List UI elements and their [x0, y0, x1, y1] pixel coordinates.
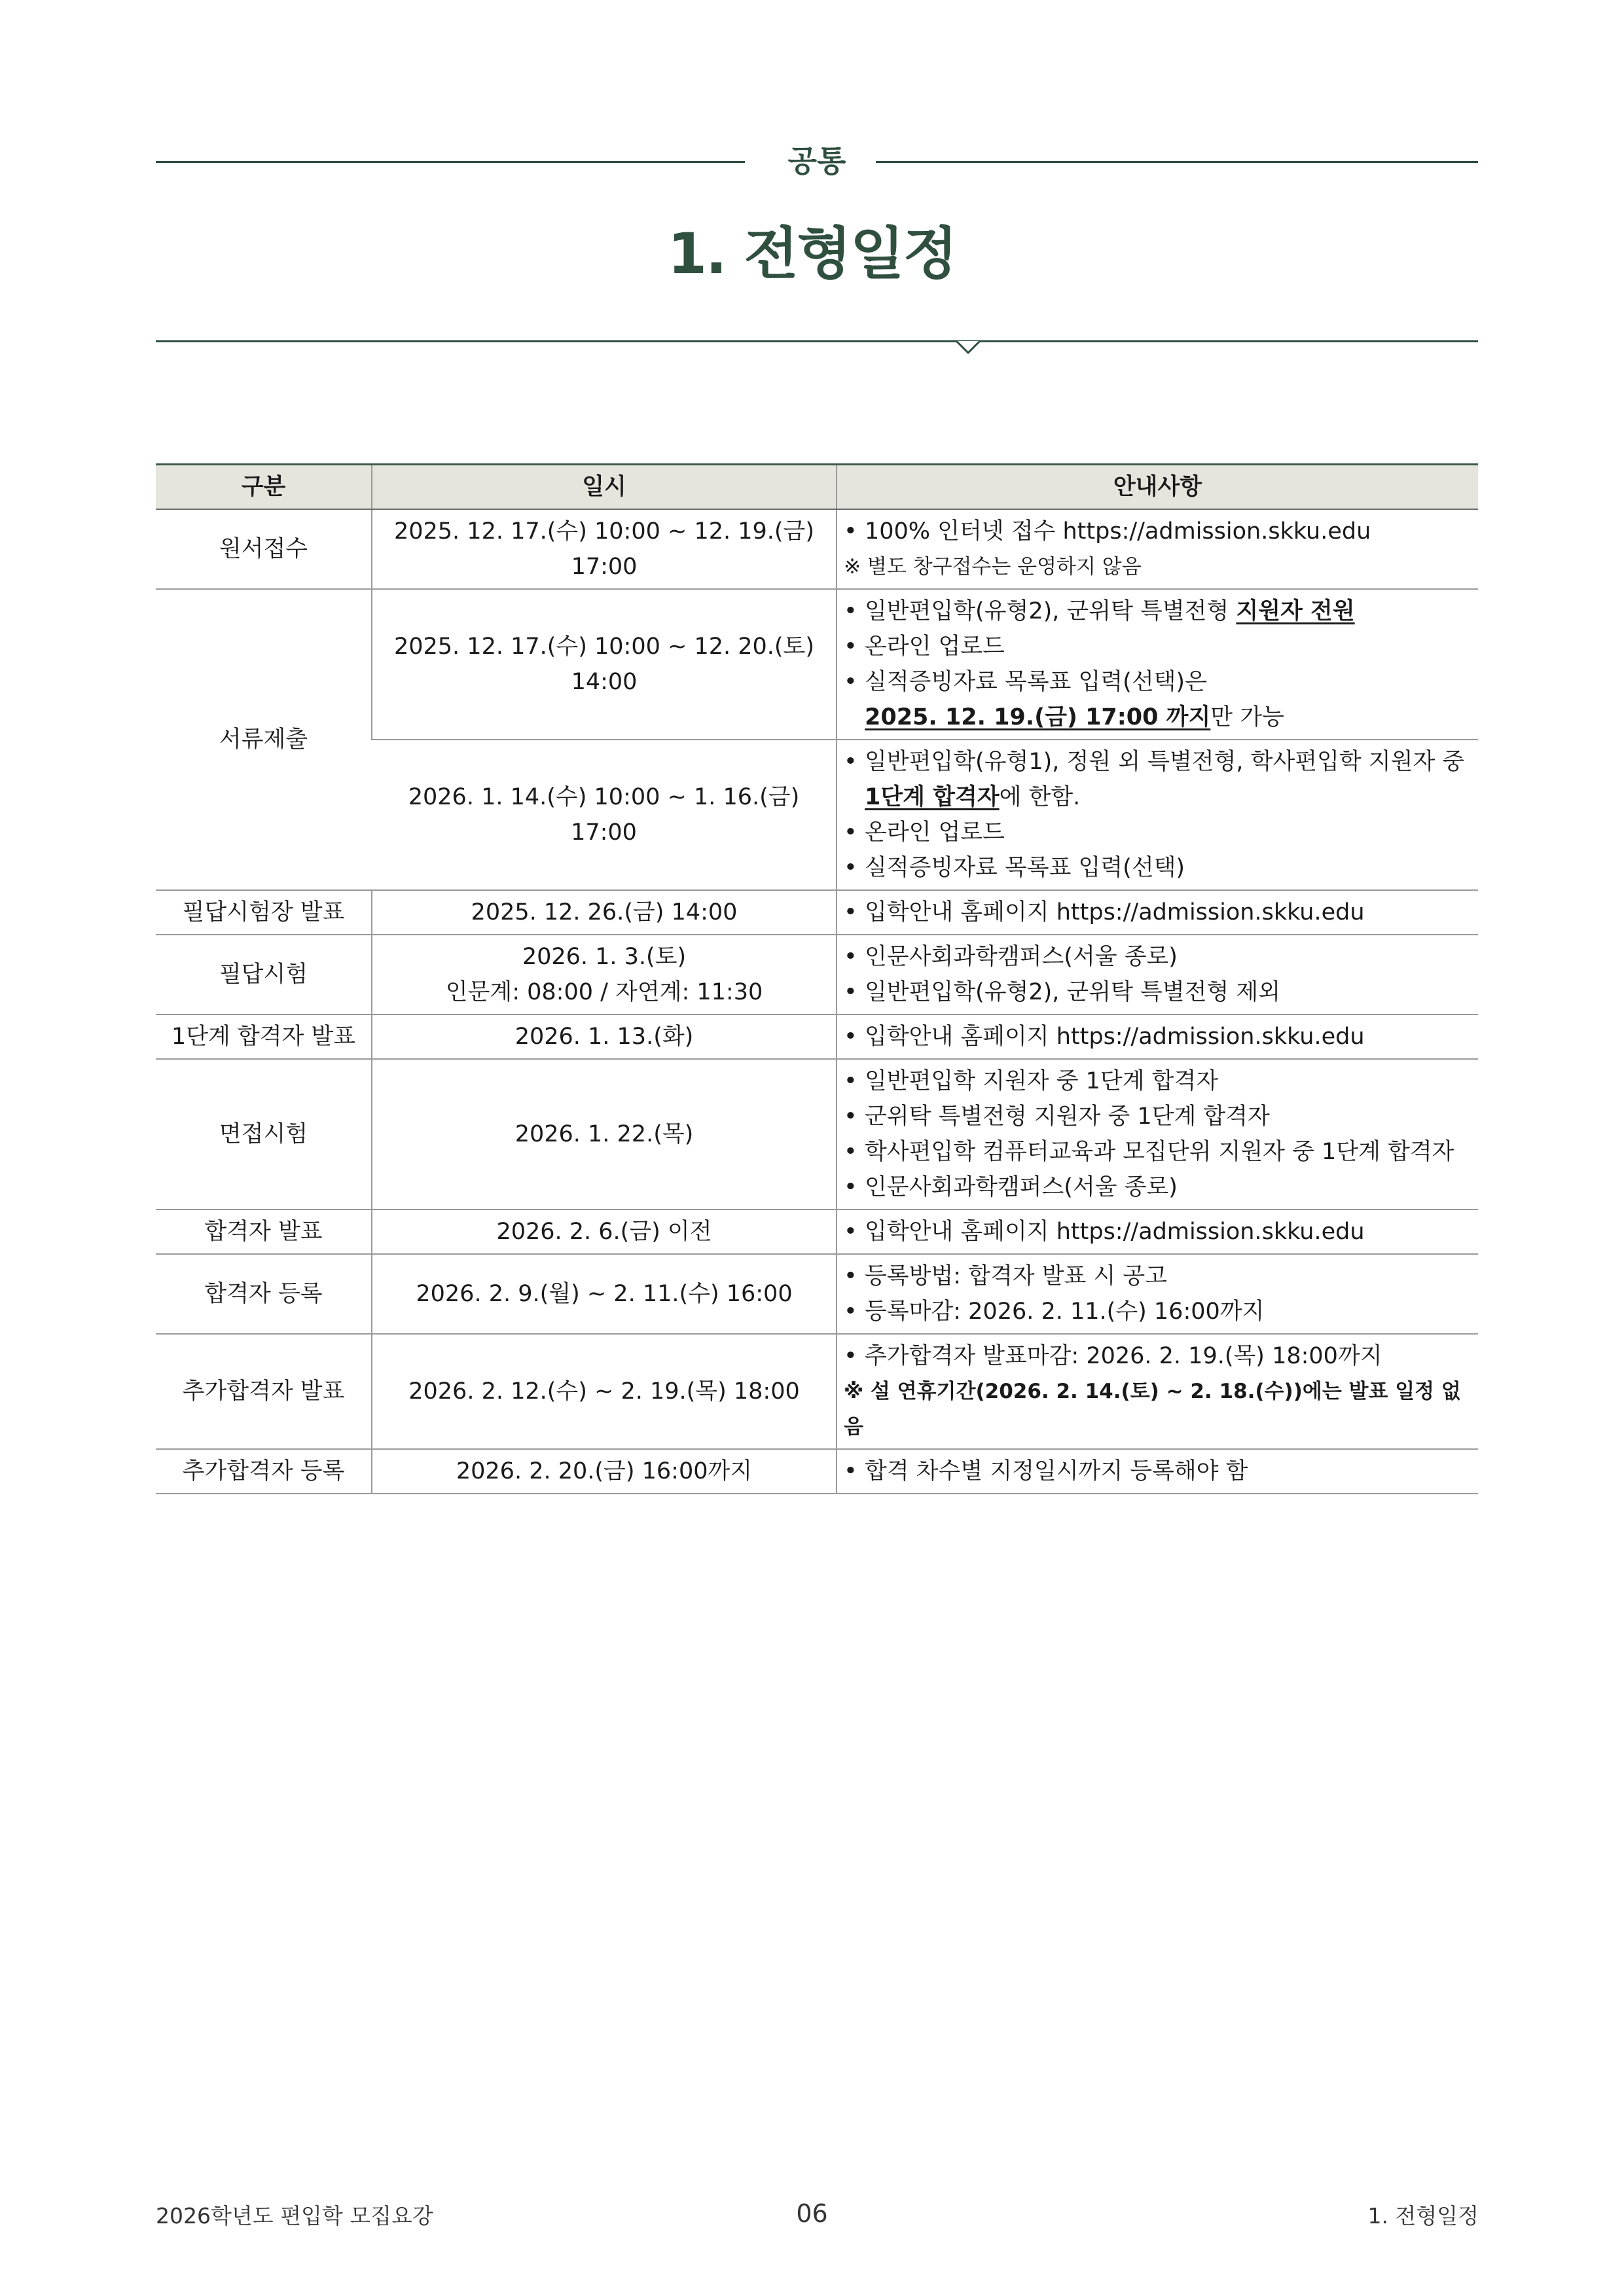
row-date: 2026. 2. 20.(금) 16:00까지	[372, 1449, 837, 1494]
note-line: • 100% 인터넷 접수 https://admission.skku.edu	[844, 514, 1471, 549]
row-date: 2026. 2. 6.(금) 이전	[372, 1210, 837, 1254]
row-category: 면접시험	[156, 1059, 372, 1210]
note-remark: ※ 별도 창구접수는 운영하지 않음	[844, 555, 1142, 579]
row-date: 2026. 1. 14.(수) 10:00 ~ 1. 16.(금) 17:00	[372, 740, 837, 890]
note-line: • 인문사회과학캠퍼스(서울 종로)	[844, 1170, 1471, 1205]
section-tag	[156, 139, 1478, 178]
table-row	[156, 1254, 1478, 1334]
note-line: • 실적증빙자료 목록표 입력(선택)	[844, 850, 1471, 886]
table-row	[156, 509, 1478, 589]
row-notes	[837, 1014, 1478, 1059]
table-header-row	[156, 465, 1478, 510]
note-line: • 입학안내 홈페이지 https://admission.skku.edu	[844, 1214, 1471, 1249]
table-row	[156, 935, 1478, 1014]
page-title: 1. 전형일정	[668, 221, 956, 287]
note-line: • 입학안내 홈페이지 https://admission.skku.edu	[844, 895, 1471, 930]
header-date: 일시	[372, 465, 837, 510]
row-date: 2026. 2. 9.(월) ~ 2. 11.(수) 16:00	[372, 1254, 837, 1334]
footer-doc-title: 2026학년도 편입학 모집요강	[156, 2203, 433, 2229]
row-category: 합격자 발표	[156, 1210, 372, 1254]
row-date: 2026. 2. 12.(수) ~ 2. 19.(목) 18:00	[372, 1334, 837, 1449]
chevron-down-icon	[956, 340, 981, 355]
row-notes	[837, 935, 1478, 1014]
schedule-table	[156, 463, 1478, 1494]
section-divider-right	[876, 161, 1478, 163]
row-date	[372, 935, 837, 1014]
row-category: 서류제출	[156, 589, 372, 890]
note-line: • 일반편입학(유형2), 군위탁 특별전형 지원자 전원	[844, 594, 1471, 629]
row-notes	[837, 509, 1478, 589]
row-category: 합격자 등록	[156, 1254, 372, 1334]
row-category: 필답시험	[156, 935, 372, 1014]
note-line-continued: 1단계 합격자에 한함.	[865, 784, 1081, 810]
note-line-continued: 2025. 12. 19.(금) 17:00 까지만 가능	[865, 704, 1284, 730]
row-date: 2025. 12. 26.(금) 14:00	[372, 890, 837, 935]
table-row	[156, 890, 1478, 935]
note-line: • 입학안내 홈페이지 https://admission.skku.edu	[844, 1019, 1471, 1054]
note-line: • 일반편입학 지원자 중 1단계 합격자	[844, 1064, 1471, 1099]
note-line: • 합격 차수별 지정일시까지 등록해야 함	[844, 1454, 1471, 1489]
row-category: 1단계 합격자 발표	[156, 1014, 372, 1059]
footer-section-title: 1. 전형일정	[1367, 2203, 1479, 2229]
note-line: • 온라인 업로드	[844, 815, 1471, 850]
table-row	[156, 1059, 1478, 1210]
note-line: • 온라인 업로드	[844, 629, 1471, 664]
date-line: 2026. 1. 3.(토)	[522, 944, 687, 970]
emphasis-text: 2025. 12. 19.(금) 17:00 까지	[865, 704, 1211, 730]
row-notes	[837, 1210, 1478, 1254]
note-line: • 학사편입학 컴퓨터교육과 모집단위 지원자 중 1단계 합격자	[844, 1134, 1471, 1170]
row-date: 2025. 12. 17.(수) 10:00 ~ 12. 19.(금) 17:00	[372, 509, 837, 589]
title-rule	[156, 340, 1478, 360]
row-category: 추가합격자 등록	[156, 1449, 372, 1494]
emphasis-text: 지원자 전원	[1236, 598, 1355, 624]
note-line: • 실적증빙자료 목록표 입력(선택)은	[844, 664, 1471, 700]
row-notes	[837, 1059, 1478, 1210]
row-notes	[837, 589, 1478, 740]
row-notes	[837, 1254, 1478, 1334]
row-notes	[837, 740, 1478, 890]
table-row	[156, 589, 1478, 740]
table-row	[156, 1449, 1478, 1494]
row-notes	[837, 1449, 1478, 1494]
header-category: 구분	[156, 465, 372, 510]
row-date: 2025. 12. 17.(수) 10:00 ~ 12. 20.(토) 14:00	[372, 589, 837, 740]
emphasis-text: 1단계 합격자	[865, 784, 1000, 810]
row-category: 추가합격자 발표	[156, 1334, 372, 1449]
note-line: • 일반편입학(유형1), 정원 외 특별전형, 학사편입학 지원자 중	[844, 744, 1471, 780]
page-number: 06	[796, 2199, 828, 2228]
note-remark: ※ 설 연휴기간(2026. 2. 14.(토) ~ 2. 18.(수))에는 발표 일정 없음	[844, 1380, 1461, 1439]
row-category: 필답시험장 발표	[156, 890, 372, 935]
note-line: • 등록마감: 2026. 2. 11.(수) 16:00까지	[844, 1294, 1471, 1329]
note-line: • 인문사회과학캠퍼스(서울 종로)	[844, 939, 1471, 975]
note-line: • 군위탁 특별전형 지원자 중 1단계 합격자	[844, 1099, 1471, 1134]
table-row	[156, 1334, 1478, 1449]
row-date: 2026. 1. 22.(목)	[372, 1059, 837, 1210]
row-date: 2026. 1. 13.(화)	[372, 1014, 837, 1059]
row-notes	[837, 1334, 1478, 1449]
table-row	[156, 1014, 1478, 1059]
row-category: 원서접수	[156, 509, 372, 589]
row-notes	[837, 890, 1478, 935]
note-line: • 추가합격자 발표마감: 2026. 2. 19.(목) 18:00까지	[844, 1338, 1471, 1374]
note-line: • 등록방법: 합격자 발표 시 공고	[844, 1259, 1471, 1294]
date-line: 인문계: 08:00 / 자연계: 11:30	[445, 979, 763, 1005]
header-notes: 안내사항	[837, 465, 1478, 510]
table-row	[156, 1210, 1478, 1254]
section-label: 공통	[787, 143, 846, 179]
note-line: • 일반편입학(유형2), 군위탁 특별전형 제외	[844, 975, 1471, 1010]
